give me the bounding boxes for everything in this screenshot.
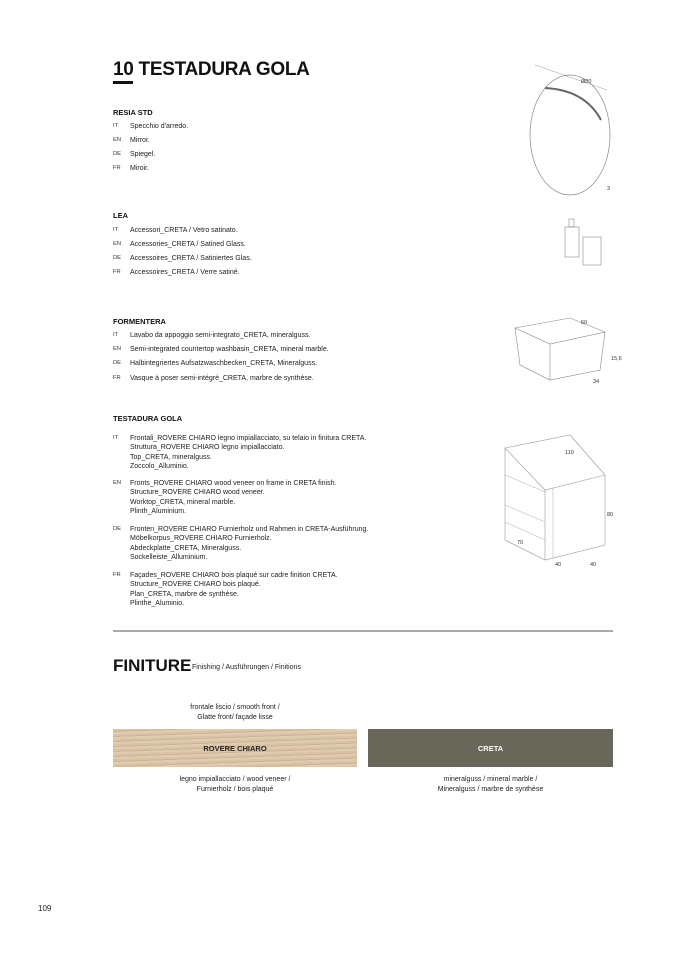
- section-title: LEA: [113, 211, 128, 220]
- desc-line: EN Accessories_CRETA / Satined Glass.: [113, 241, 246, 248]
- svg-text:110: 110: [565, 450, 574, 456]
- desc-line: EN Fronts_ROVERE CHIARO wood veneer on frame in CRETA finish. Structure_ROVERE CHIARO wood veneer. Worktop_CRETA, mineral marble. Plinth_Aluminium.: [113, 480, 337, 515]
- desc-line: FR Miroir.: [113, 165, 150, 172]
- title-underline: [113, 81, 133, 84]
- desc-line: IT Frontali_ROVERE CHIARO legno impiallacciato, su telaio in finitura CRETA. Struttura_ROVERE CHIARO legno impiallacciato. Top_CRETA, mineralguss. Zoccolo_Alluminio.: [113, 435, 367, 470]
- page-number: 109: [38, 904, 52, 913]
- section-title: FORMENTERA: [113, 317, 166, 326]
- svg-text:40: 40: [590, 562, 597, 568]
- swatch-caption-below: legno impiallacciato / wood veneer / Furnierholz / bois plaqué: [179, 776, 291, 793]
- desc-line: EN Mirror.: [113, 137, 150, 144]
- desc-line: EN Semi-integrated countertop washbasin_CRETA, mineral marble.: [113, 346, 329, 353]
- swatch-caption-below: mineralguss / mineral marble / Mineralguss / marbre de synthèse: [437, 776, 544, 793]
- desc-line: IT Lavabo da appoggio semi-integrato_CRETA, mineralguss.: [113, 332, 311, 339]
- section-title: TESTADURA GOLA: [113, 414, 183, 423]
- washbasin-drawing: [505, 310, 625, 390]
- divider: [113, 630, 613, 632]
- desc-line: FR Vasque à poser semi-intégré_CRETA, marbre de synthèse.: [113, 375, 314, 382]
- desc-line: FR Accessoires_CRETA / Verre satiné.: [113, 269, 240, 276]
- page-title: 10 TESTADURA GOLA: [113, 59, 310, 80]
- finiture-subtitle: Finishing / Ausführungen / Finitions: [192, 664, 301, 671]
- svg-text:3: 3: [607, 186, 611, 192]
- svg-text:Ø80: Ø80: [581, 79, 592, 85]
- desc-line: IT Accessori_CRETA / Vetro satinato.: [113, 227, 238, 234]
- swatch-caption-above: frontale liscio / smooth front / Glatte front/ façade lisse: [190, 704, 280, 721]
- section-title: RESIA STD: [113, 108, 153, 117]
- svg-text:60: 60: [581, 320, 588, 326]
- accessories-drawing: [555, 212, 615, 272]
- desc-line: DE Accessoires_CRETA / Satiniertes Glas.: [113, 255, 252, 262]
- cabinet-drawing: [495, 420, 625, 575]
- svg-text:70: 70: [517, 540, 524, 546]
- svg-text:40: 40: [555, 562, 562, 568]
- finiture-title: FINITURE: [113, 656, 192, 675]
- desc-line: DE Halbintegriertes Aufsatzwaschbecken_CRETA, Mineralguss.: [113, 360, 318, 367]
- swatch-rovere-chiaro: ROVERE CHIARO: [113, 729, 357, 767]
- mirror-drawing: [515, 60, 625, 200]
- svg-text:15,6: 15,6: [611, 356, 622, 362]
- desc-line: FR Façades_ROVERE CHIARO bois plaqué sur cadre finition CRETA. Structure_ROVERE CHIARO bois plaqué. Plan_CRETA, marbre de synthèse. Plinthe_Aluminio.: [113, 572, 338, 607]
- swatch-creta: CRETA: [368, 729, 613, 767]
- desc-line: DE Fronten_ROVERE CHIARO Furnierholz und Rahmen in CRETA-Ausführung. Möbelkorpus_ROVERE CHIARO Furnierholz. Abdeckplatte_CRETA, Mineralguss. Sockelleiste_Alluminium.: [113, 526, 369, 561]
- svg-text:80: 80: [607, 512, 614, 518]
- desc-line: DE Spiegel.: [113, 151, 156, 158]
- desc-line: IT Specchio d'arredo.: [113, 123, 189, 130]
- svg-text:34: 34: [593, 379, 600, 385]
